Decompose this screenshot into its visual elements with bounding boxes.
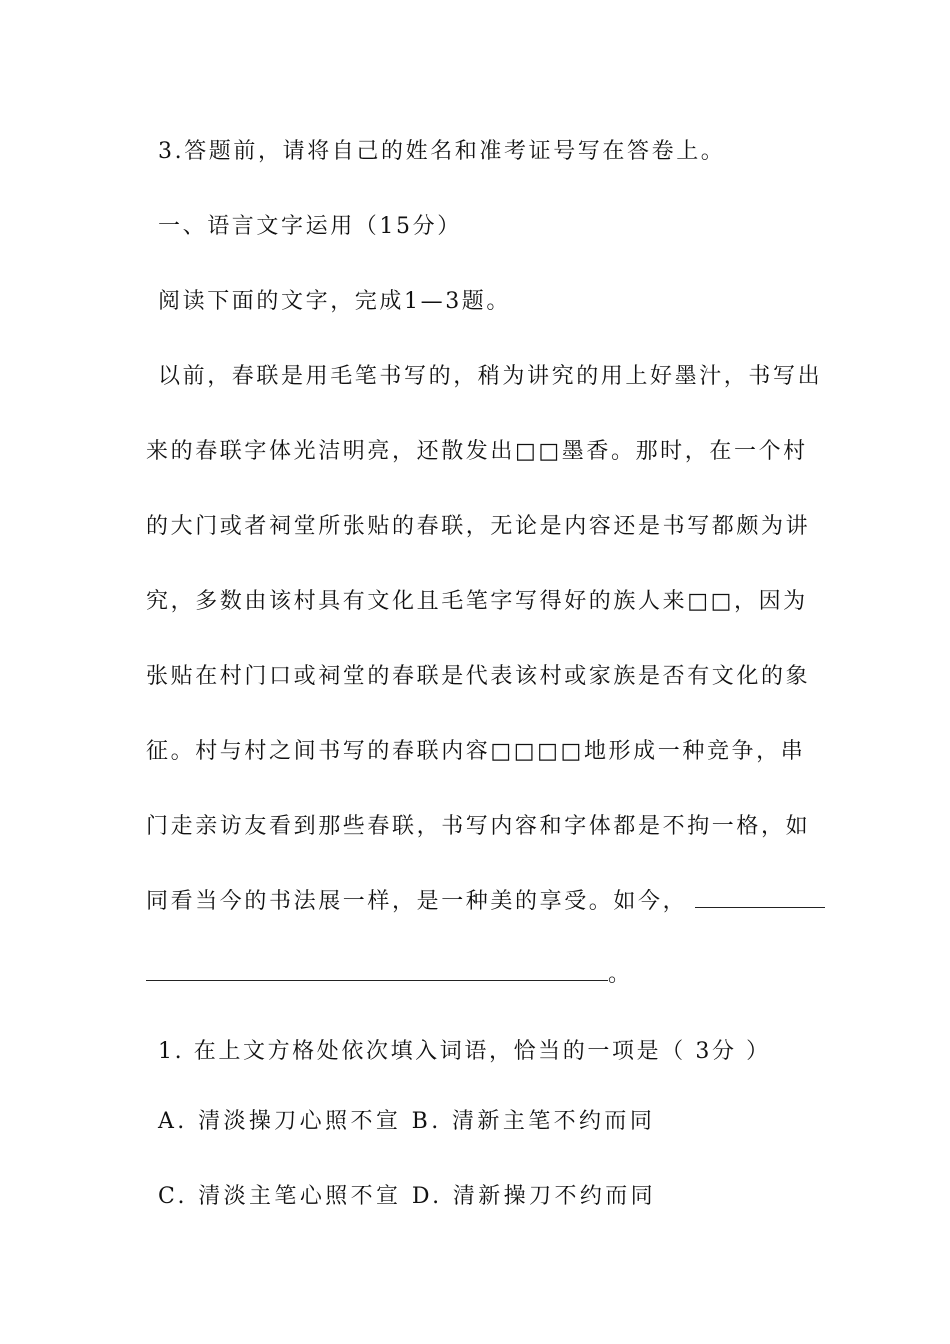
passage-line-8-text: 同看当今的书法展一样，是一种美的享受。如今， [146,889,688,914]
passage-line-9 [146,960,816,990]
passage-line-2: 来的春联字体光洁明亮，还散发出□□墨香。那时，在一个村 [146,439,808,464]
passage-line-5: 张贴在村门口或祠堂的春联是代表该村或家族是否有文化的象 [146,664,811,689]
section-title: 一、语言文字运用（15分） [158,214,462,239]
passage-line-1: 以前，春联是用毛笔书写的，稍为讲究的用上好墨汁，书写出 [158,364,823,389]
passage-line-8 [146,887,816,917]
passage-line-4: 究，多数由该村具有文化且毛笔字写得好的族人来□□，因为 [146,589,808,614]
question-1-options-cd: C. 清淡主笔心照不宣 D. 清新操刀不约而同 [158,1184,657,1209]
question-1-stem: 1. 在上文方格处依次填入词语，恰当的一项是（ 3分 ） [158,1039,771,1064]
passage-end-punct: 。 [608,962,633,987]
passage-line-7: 门走亲访友看到那些春联，书写内容和字体都是不拘一格，如 [146,814,811,839]
answer-blank[interactable] [695,887,825,908]
passage-line-3: 的大门或者祠堂所张贴的春联，无论是内容还是书写都颇为讲 [146,514,811,539]
answer-blank-continued[interactable] [146,960,608,981]
question-1-options-ab: A. 清淡操刀心照不宣 B. 清新主笔不约而同 [158,1109,656,1134]
reading-prompt: 阅读下面的文字，完成1—3题。 [158,289,511,314]
passage-line-6: 征。村与村之间书写的春联内容□□□□地形成一种竞争，串 [146,739,806,764]
instruction-line-3: 3.答题前，请将自己的姓名和准考证号写在答卷上。 [158,139,726,164]
